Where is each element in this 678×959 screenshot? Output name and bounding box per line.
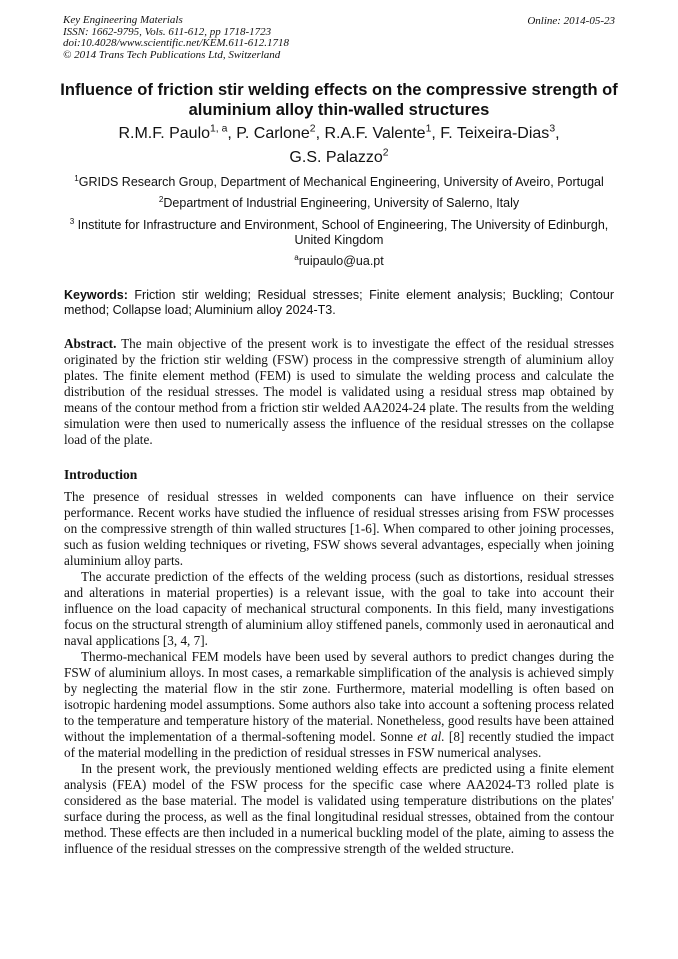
copyright: © 2014 Trans Tech Publications Ltd, Switzerland: [63, 48, 281, 61]
section-heading: Introduction: [64, 467, 138, 482]
online-date: Online: 2014-05-23: [527, 15, 615, 27]
affiliation: $^2$Department of Industrial Engineering, University of Salerno, Italy: [158, 194, 520, 210]
journal-header: [63, 15, 289, 61]
author: R.M.F. Paulo$^{1, a}$: [118, 123, 228, 142]
author: P. Carlone$^2$: [236, 123, 316, 142]
journal-name: Key Engineering Materials: [63, 14, 183, 26]
author: G.S. Palazzo$^2$: [289, 147, 389, 166]
paragraph: The accurate prediction of the effects of the welding process (such as distortions, residual stresses and alterations in material properties) is a relevant issue, with the goal to take into account their influence on the load capacity of mechanical structural components. In this field, many investigations focus on the structural strength of aluminium alloy stiffened panels, commonly used in aeronautical and naval applications [3, 4, 7].: [64, 569, 614, 648]
keywords: Keywords: Friction stir welding; Residual stresses; Finite element analysis; Buckling; Contour method; Collapse load; Aluminium alloy 2024-T3.: [64, 288, 614, 317]
introduction-body: [64, 489, 614, 857]
paper-title: Influence of friction stir welding effects on the compressive strength of aluminium alloy thin-walled structures: [60, 81, 618, 119]
paragraph: Thermo-mechanical FEM models have been used by several authors to predict changes during the FSW of aluminium alloys. In most cases, a remarkable simplification of the analysis is achieved simply by neglecting the material flow in the stir zone. Furthermore, material modelling is often based on isotropic hardening model assumptions. Some authors also take into account a softening process related to the temperature and temperature history of the material. Nonetheless, good results have been attained without the implementation of a thermal-softening model. Sonne et al. [8] recently studied the impact of the material modelling in the prediction of residual stresses in FSW numerical analyses.: [64, 649, 614, 760]
author: F. Teixeira-Dias$^3$: [440, 123, 556, 142]
paragraph: The presence of residual stresses in welded components can have influence on their service performance. Recent works have studied the influence of residual stresses arising from FSW processes on the compressive strength of thin walled structures [1-6]. When compared to other joining processes, such as fusion welding techniques or riveting, FSW shows several advantages, especially when joining aluminium alloy parts.: [64, 489, 614, 568]
affiliation: $^3$ Institute for Infrastructure and Environment, School of Engineering, The University of Edinburgh, United Kingdom: [69, 216, 609, 247]
author: R.A.F. Valente$^1$: [324, 123, 432, 142]
affiliation: $^1$GRIDS Research Group, Department of Mechanical Engineering, University of Aveiro, Portugal: [74, 173, 604, 189]
doi: doi:10.4028/www.scientific.net/KEM.611-612.1718: [63, 37, 289, 49]
issn: ISSN: 1662-9795, Vols. 611-612, pp 1718-1723: [63, 25, 272, 38]
paragraph: In the present work, the previously mentioned welding effects are predicted using a finite element analysis (FEA) model of the FSW process for the specific case where AA2024-T3 rolled plate is considered as the base material. The model is validated using temperature distributions on the plates' surface during the process, as well as the final longitudinal residual stresses, obtained from the contour method. These effects are then included in a numerical buckling model of the plate, aiming to assess the influence of the residual stresses on the compressive strength of the welded structure.: [64, 761, 614, 856]
abstract: Abstract. The main objective of the present work is to investigate the effect of the residual stresses originated by the friction stir welding (FSW) process in the compressive strength of aluminium alloy plates. The finite element method (FEM) is used to simulate the welding process and calculate the distribution of the residual stresses. The model is validated using a residual stress map obtained by means of the contour method from a friction stir welded AA2024-24 plate. The results from the welding simulation were then used to numerically assess the influence of the residual stresses on the collapse load of the plate.: [64, 336, 614, 447]
author-list: R.M.F. Paulo$^{1, a}$, P. Carlone$^2$, R.A.F. Valente$^1$, F. Teixeira-Dias$^3$, G.S. Palazzo$^2$: [118, 123, 560, 166]
email: $^a$ruipaulo@ua.pt: [294, 252, 384, 268]
